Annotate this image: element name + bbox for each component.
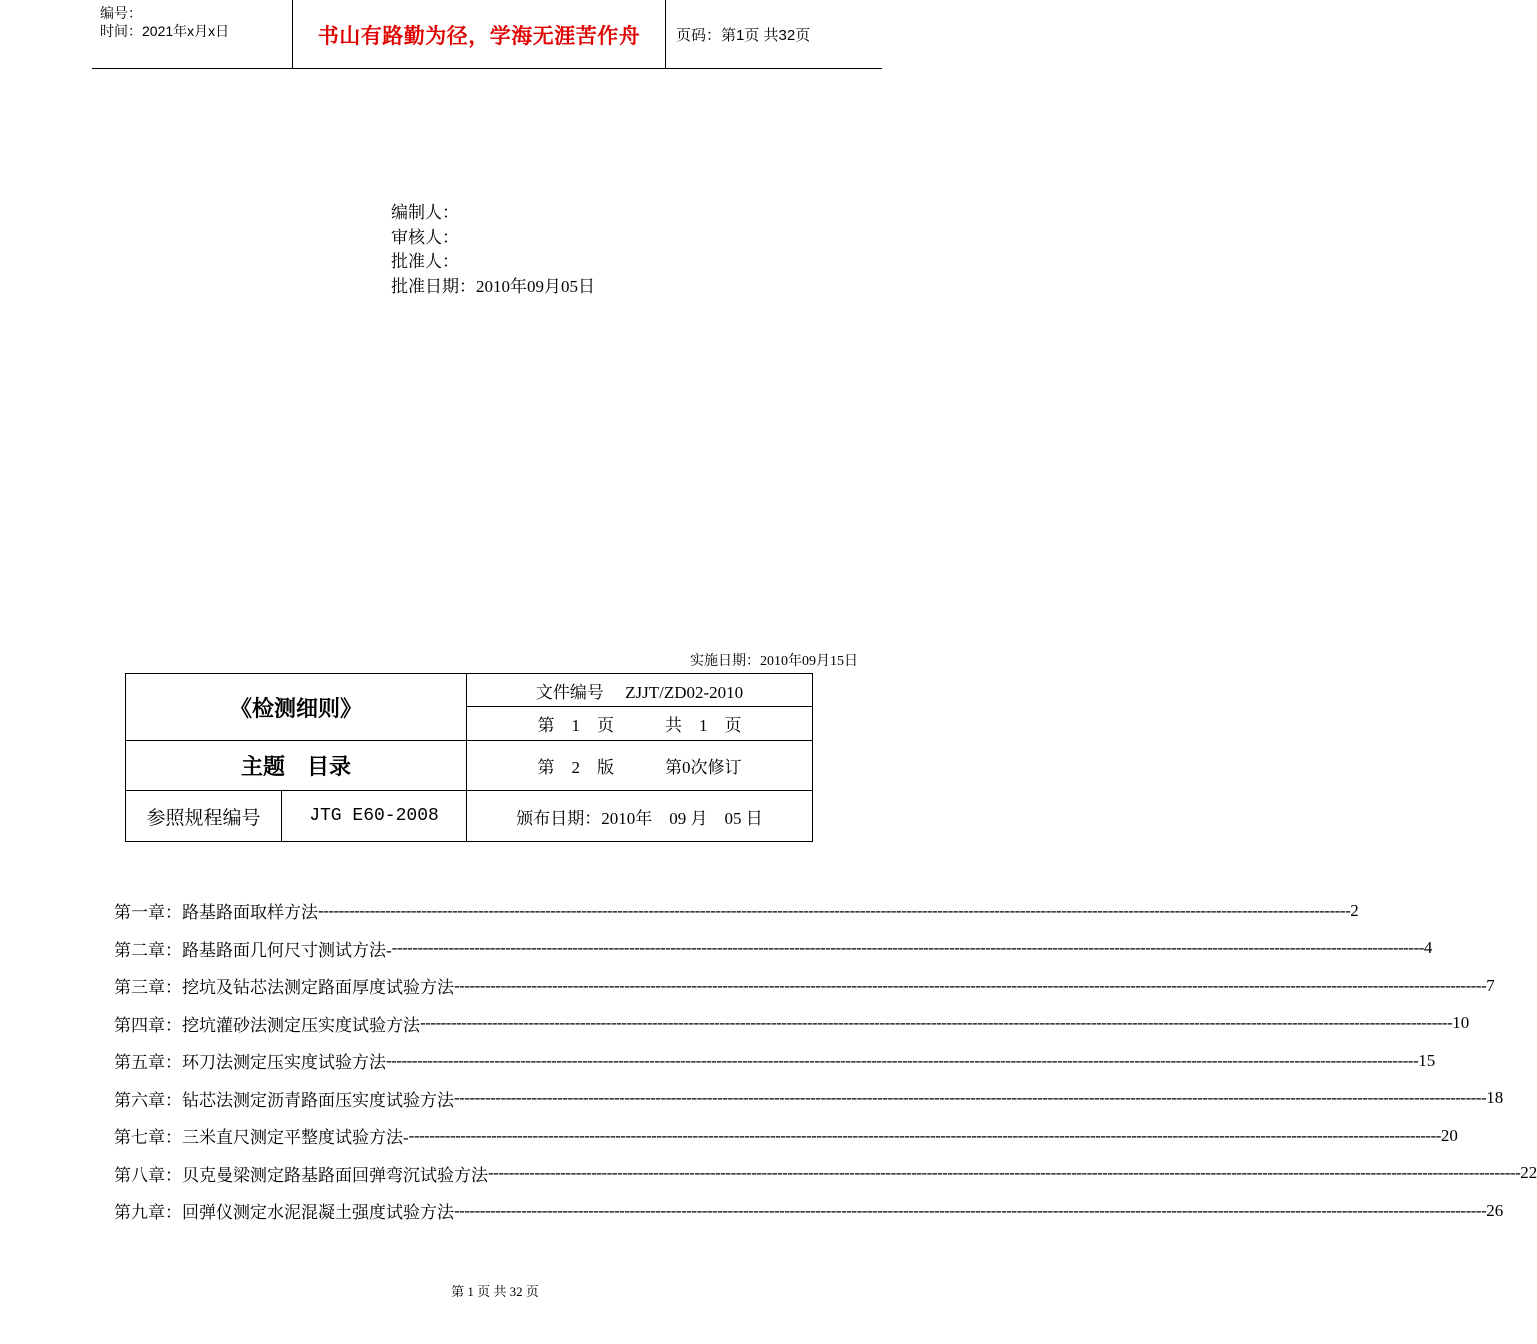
toc-page: 22 [1520,1163,1537,1183]
toc-leader: -------------------------------------------------------------------------------------------------------------------------------------------------------------------------------------------------------- [454,975,1487,995]
toc-entry[interactable] [114,1117,1458,1155]
document-number: 文件编号 ZJJT/ZD02-2010 [467,674,813,707]
reviewer-label: 审核人： [391,227,459,247]
header-meta [100,4,229,40]
toc-entry[interactable] [114,967,1495,1005]
toc-leader: -------------------------------------------------------------------------------------------------------------------------------------------------------------------------------------------------------- [488,1163,1521,1183]
page-footer: 第 1 页 共 32 页 [451,1284,539,1299]
toc-leader: -------------------------------------------------------------------------------------------------------------------------------------------------------------------------------------------------------- [454,1200,1487,1220]
toc-title: 第四章：挖坑灌砂法测定压实度试验方法 [114,1015,420,1035]
toc-page: 7 [1486,975,1495,995]
toc-title: 第三章：挖坑及钻芯法测定路面厚度试验方法 [114,978,454,998]
compiler-label: 编制人： [391,203,459,222]
toc-page: 15 [1418,1050,1436,1070]
toc-entry[interactable] [114,1005,1470,1043]
toc-entry[interactable] [114,892,1359,930]
version-info: 第 2 版 第0次修订 [467,741,813,791]
header-page-number: 页码：第1页 共32页 [676,27,811,44]
toc-page: 20 [1440,1125,1458,1145]
toc-leader: -------------------------------------------------------------------------------------------------------------------------------------------------------------------------------------------------------- [386,1050,1419,1070]
toc-page: 2 [1350,900,1359,920]
header-motto: 书山有路勤为径，学海无涯苦作舟 [317,24,641,48]
subject-title: 主题 目录 [126,741,467,791]
issue-date: 颁布日期：2010年 09 月 05 日 [467,791,813,842]
approve-date: 批准日期：2010年09月05日 [391,276,595,296]
signoff-block [391,201,595,299]
reference-label: 参照规程编号 [126,791,282,842]
toc-leader: -------------------------------------------------------------------------------------------------------------------------------------------------------------------------------------------------------- [454,1088,1487,1108]
page-info: 第 1 页 共 1 页 [467,707,813,741]
toc-title: 第五章：环刀法测定压实度试验方法 [114,1053,386,1073]
toc-page: 4 [1423,938,1433,958]
approver-label: 批准人： [391,252,459,271]
implementation-date: 实施日期：2010年09月15日 [690,654,858,669]
toc-title: 第七章：三米直尺测定平整度试验方法- [114,1128,409,1148]
toc-page: 18 [1486,1088,1504,1108]
toc-title: 第二章：路基路面几何尺寸测试方法- [114,940,392,960]
document-title: 《检测细则》 [126,674,467,741]
toc-title: 第八章：贝克曼梁测定路基路面回弹弯沉试验方法 [114,1165,488,1185]
header-number: 编号： [100,5,142,21]
toc-entry[interactable] [114,1155,1537,1193]
toc-page: 10 [1452,1013,1470,1033]
toc-title: 第六章：钻芯法测定沥青路面压实度试验方法 [114,1090,454,1110]
toc-leader: -------------------------------------------------------------------------------------------------------------------------------------------------------------------------------------------------------- [318,900,1351,920]
toc-leader: -------------------------------------------------------------------------------------------------------------------------------------------------------------------------------------------------------- [408,1125,1441,1145]
toc-title: 第九章：回弹仪测定水泥混凝土强度试验方法 [114,1203,454,1223]
document-info-table [125,673,813,842]
header-time: 时间：2021年x月x日 [100,23,230,39]
reference-code: JTG E60-2008 [282,791,467,842]
toc-title: 第一章：路基路面取样方法 [114,903,318,923]
toc-page: 26 [1486,1200,1504,1220]
page-header [92,0,882,69]
toc-entry[interactable] [114,1080,1504,1118]
toc-entry[interactable] [114,1192,1504,1230]
toc-leader: -------------------------------------------------------------------------------------------------------------------------------------------------------------------------------------------------------- [420,1013,1453,1033]
table-of-contents [114,892,1537,1230]
header-divider [665,0,666,68]
toc-entry[interactable] [114,1042,1436,1080]
toc-leader: -------------------------------------------------------------------------------------------------------------------------------------------------------------------------------------------------------- [391,938,1424,958]
toc-entry[interactable] [114,930,1433,968]
